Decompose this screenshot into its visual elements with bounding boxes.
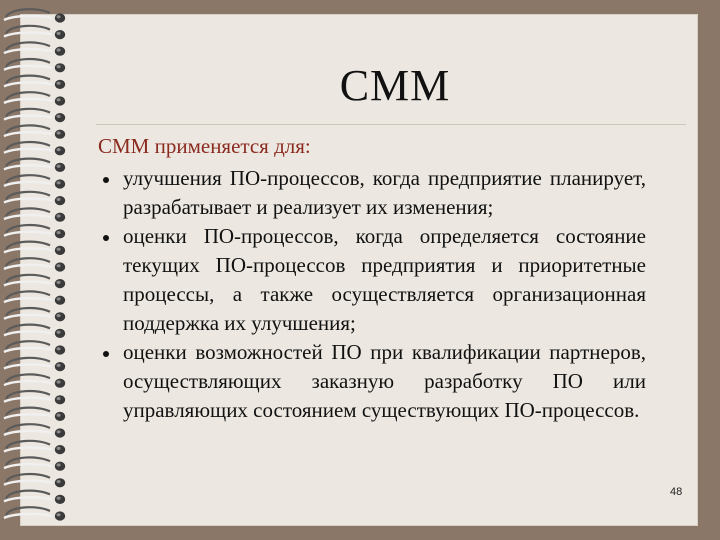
slide-title: СММ <box>339 61 451 110</box>
binding-ring <box>4 291 65 304</box>
binding-ring <box>4 175 65 188</box>
title-divider <box>96 124 686 125</box>
binding-ring <box>4 341 65 354</box>
binding-ring <box>4 507 65 520</box>
binding-ring <box>4 441 65 454</box>
binding-ring <box>4 391 65 404</box>
binding-ring <box>4 159 65 172</box>
binding-ring <box>4 42 65 55</box>
binding-ring <box>4 275 65 288</box>
binding-ring <box>4 59 65 72</box>
binding-ring <box>4 424 65 437</box>
binding-ring <box>4 142 65 155</box>
binding-ring <box>4 491 65 504</box>
bullet-text-2: оценки ПО-процессов, когда определяется состояние текущих ПО-процессов предприятия и приоритетные процессы, а также осуществляется организационная поддержка их улучшения; <box>123 224 646 335</box>
binding-ring <box>4 92 65 105</box>
page-number: 48 <box>670 486 683 498</box>
binding-ring <box>4 9 65 22</box>
intro-text: СММ применяется для: <box>98 134 311 158</box>
bullet-text-3: оценки возможностей ПО при квалификации партнеров, осуществляющих заказную разработку ПО или управляющих состоянием существующих ПО-процессов. <box>123 340 646 422</box>
binding-ring <box>4 374 65 387</box>
binding-ring <box>4 26 65 39</box>
binding-ring <box>4 125 65 138</box>
bullet-item-1 <box>98 164 646 222</box>
binding-ring <box>4 76 65 89</box>
binding-ring <box>4 258 65 271</box>
binding-ring <box>4 308 65 321</box>
spiral-binding <box>0 0 90 540</box>
binding-ring <box>4 358 65 371</box>
binding-ring <box>4 474 65 487</box>
binding-ring <box>4 225 65 238</box>
binding-ring <box>4 408 65 421</box>
bullet-item-3 <box>98 338 646 425</box>
bullet-item-2 <box>98 222 646 338</box>
binding-ring <box>4 192 65 205</box>
binding-ring <box>4 208 65 221</box>
binding-ring <box>4 109 65 122</box>
binding-ring <box>4 325 65 338</box>
binding-ring <box>4 242 65 255</box>
bullet-list <box>98 164 646 425</box>
bullet-text-1: улучшения ПО-процессов, когда предприятие планирует, разрабатывает и реализует их изменения; <box>123 166 646 219</box>
binding-ring <box>4 457 65 470</box>
